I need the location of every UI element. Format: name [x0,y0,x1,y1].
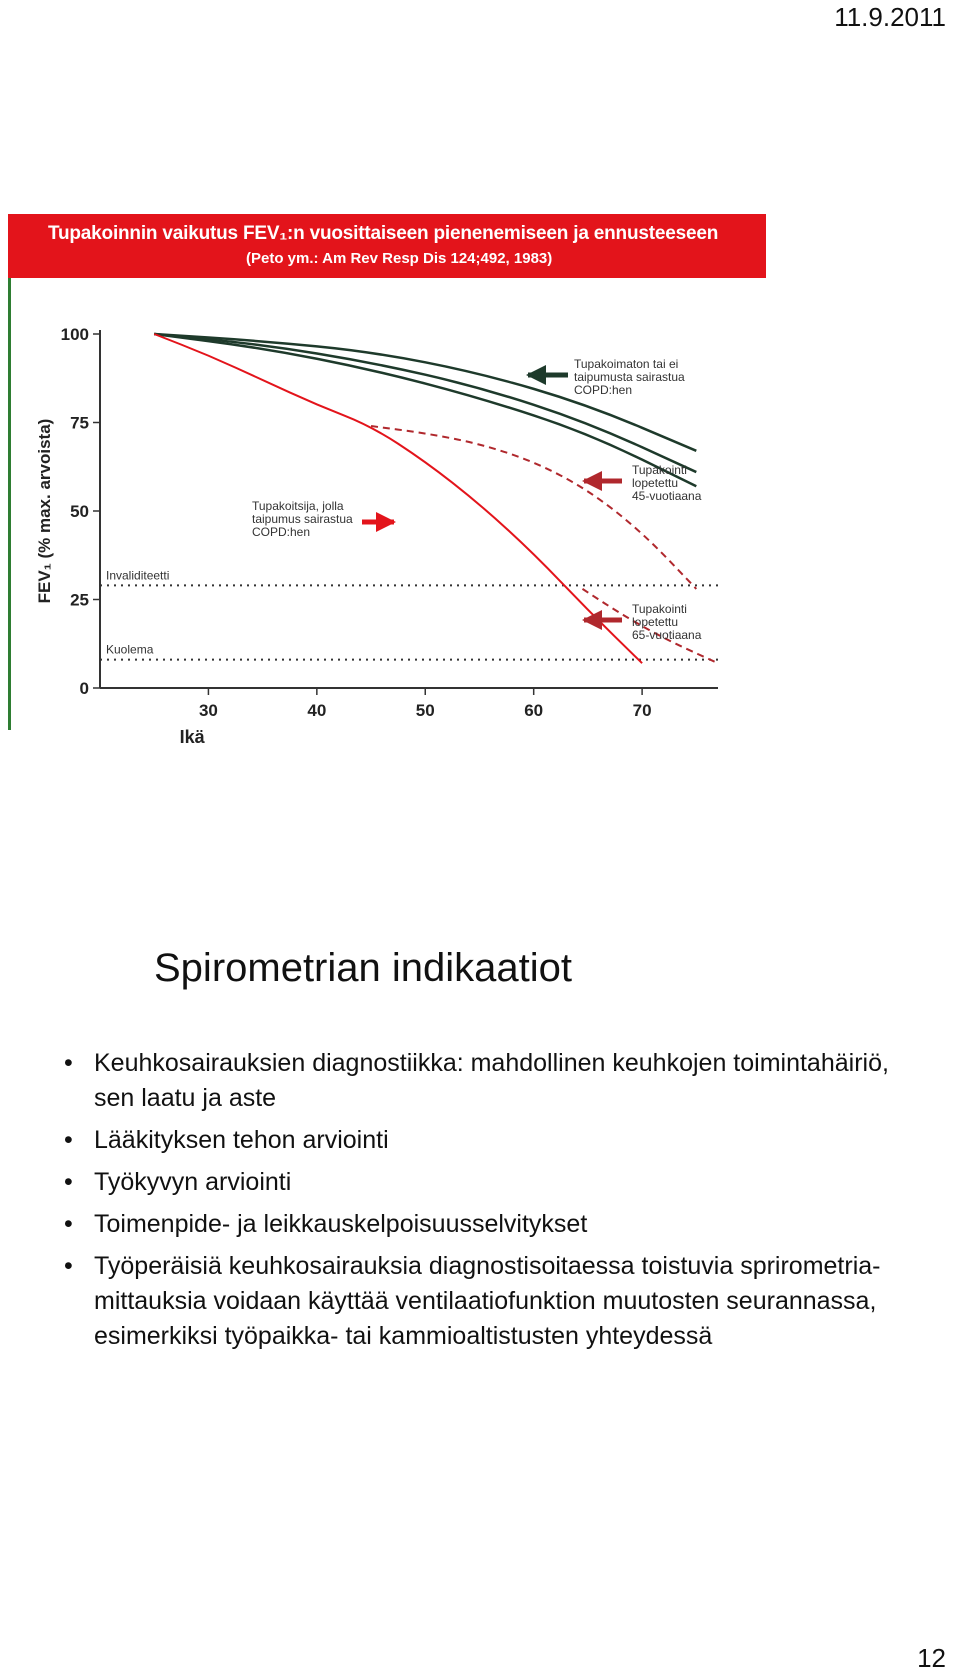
y-tick-label: 25 [70,590,89,610]
annotation-quit-65: Tupakointi [632,602,687,616]
bullet-icon: • [64,1168,73,1196]
bullet-icon: • [64,1049,73,1077]
y-tick-label: 75 [70,413,89,433]
page-number: 12 [917,1643,946,1673]
annotation-quit-65: 65-vuotiaana [632,628,702,642]
x-tick-label: 70 [632,701,652,720]
y-tick-label: 0 [79,679,89,698]
annotation-non-smoker: COPD:hen [574,383,633,397]
x-tick-label: 30 [198,701,218,720]
list-item [62,1046,922,1116]
list-item-text: Toimenpide- ja leikkauskelpoisuusselvitykset [94,1210,588,1238]
list-item-text: Lääkityksen tehon arviointi [94,1126,389,1154]
annotation-non-smoker: taipumusta sairastua [574,370,685,384]
disability-label: Invaliditeetti [106,568,170,583]
list-item-text: Työkyvyn arviointi [94,1168,292,1196]
annotation-quit-45: 45-vuotiaana [632,489,702,503]
chart-title: Tupakoinnin vaikutus FEV₁:n vuosittaiseen pienenemiseen ja ennusteeseen [48,223,719,244]
series-line [154,334,642,663]
list-item [62,1123,922,1158]
bullet-icon: • [64,1252,73,1280]
chart-source: (Peto ym.: Am Rev Resp Dis 124;492, 1983) [246,250,553,267]
annotation-smoker: Tupakoitsija, jolla [252,499,344,513]
x-tick-label: 40 [307,701,327,720]
indications-list [62,1046,922,1361]
annotation-quit-65: lopetettu [632,615,679,629]
list-item [62,1207,922,1242]
list-item-text: Keuhkosairauksien diagnostiikka: mahdollinen keuhkojen toimintahäiriö, sen laatu ja aste [94,1049,889,1112]
y-axis-label: FEV₁ (% max. arvoista) [35,418,54,604]
bullet-icon: • [64,1126,73,1154]
y-tick-label: 100 [60,325,89,344]
annotation-smoker: taipumus sairastua [252,512,353,526]
annotation-non-smoker: Tupakoimaton tai ei [574,357,679,371]
bullet-icon: • [64,1210,73,1238]
slide-title: Spirometrian indikaatiot [154,946,572,990]
fev1-chart-figure [8,214,766,747]
x-tick-label: 50 [415,701,435,720]
y-tick-label: 50 [70,502,89,521]
series-line [154,334,696,472]
list-item [62,1249,922,1354]
x-tick-label: 60 [524,701,544,720]
list-item-text: Työperäisiä keuhkosairauksia diagnostisoitaessa toistuvia sprirometria-mittauksia voidaan käyttää ventilaatiofunktion muutosten seurannassa, esimerkiksi työpaikka- tai kammioaltistusten yhteydessä [94,1252,881,1350]
annotation-quit-45: lopetettu [632,476,679,490]
annotation-smoker: COPD:hen [252,525,311,539]
chart-plot [8,278,766,747]
annotation-quit-45: Tupakointi [632,463,687,477]
death-label: Kuolema [106,642,154,657]
x-axis-label: Ikä [179,727,205,747]
list-item [62,1165,922,1200]
slide-date: 11.9.2011 [834,2,946,32]
chart-header-banner [8,214,766,278]
